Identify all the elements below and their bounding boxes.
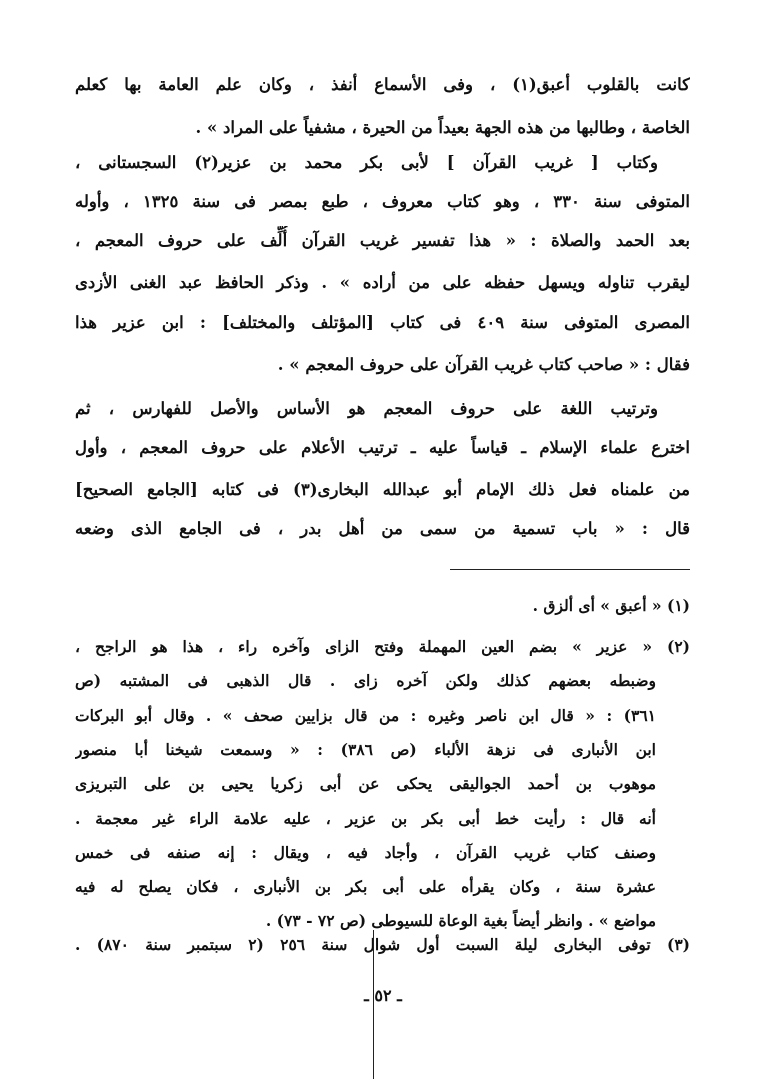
scan-line xyxy=(373,930,374,1079)
footnote-1: (١) « أعبق » أى ألزق . xyxy=(532,596,690,615)
body-line: المتوفى سنة ٣٣٠ ، وهو كتاب معروف ، طبع بمصر فى سنة ١٣٢٥ ، وأوله xyxy=(75,192,690,211)
body-line: كانت بالقلوب أعبق(١) ، وفى الأسماع أنفذ ، وكان علم العامة بها كعلم xyxy=(75,75,690,94)
footnote-2-line: ابن الأنبارى فى نزهة الألباء (ص ٣٨٦) : « وسمعت شيخنا أبا منصور xyxy=(75,740,656,759)
body-line: وترتيب اللغة على حروف المعجم هو الأساس والأصل للفهارس ، ثم xyxy=(75,399,658,418)
body-line: اخترع علماء الإسلام ـ قياساً عليه ـ ترتيب الأعلام على حروف المعجم ، وأول xyxy=(75,438,690,457)
footnote-2-line: أنه قال : رأيت خط أبى بكر بن عزير ، عليه علامة الراء غير معجمة . xyxy=(75,809,656,828)
page-number: ـ ٥٢ ـ xyxy=(364,986,402,1005)
body-line: من علمناه فعل ذلك الإمام أبو عبدالله البخارى(٣) فى كتابه [الجامع الصحيح] xyxy=(75,480,690,499)
footnote-2-line: مواضع » . وانظر أيضاً بغية الوعاة للسيوطى (ص ٧٢ - ٧٣) . xyxy=(265,911,656,930)
body-line: فقال : « صاحب كتاب غريب القرآن على حروف المعجم » . xyxy=(277,355,690,374)
footnote-3: (٣) توفى البخارى ليلة السبت أول شوال سنة ٢٥٦ (٢ سبتمبر سنة ٨٧٠) . xyxy=(75,935,690,954)
body-line: المصرى المتوفى سنة ٤٠٩ فى كتاب [المؤتلف والمختلف] : ابن عزير هذا xyxy=(75,313,690,332)
footnote-2-line: عشرة سنة ، وكان يقرأه على أبى بكر بن الأنبارى ، فكان يصلح له فيه xyxy=(75,877,656,896)
body-line: بعد الحمد والصلاة : « هذا تفسير غريب القرآن أُلِّف على حروف المعجم ، xyxy=(75,231,690,250)
body-line: الخاصة ، وطالبها من هذه الجهة بعيداً من الحيرة ، مشفياً على المراد » . xyxy=(195,118,690,137)
footnote-2-line: وضبطه بعضهم كذلك ولكن آخره زاى . قال الذهبى فى المشتبه (ص xyxy=(75,671,656,690)
footnote-2-line: ٣٦١) : « قال ابن ناصر وغيره : من قال بزايين صحف » . وقال أبو البركات xyxy=(75,706,656,725)
footnote-2-line: موهوب بن أحمد الجواليقى يحكى عن أبى زكريا يحيى بن على التبريزى xyxy=(75,774,656,793)
body-line: وكتاب [ غريب القرآن ] لأبى بكر محمد بن عزير(٢) السجستانى ، xyxy=(75,153,658,172)
body-line: ليقرب تناوله ويسهل حفظه على من أراده » . وذكر الحافظ عبد الغنى الأزدى xyxy=(75,273,690,292)
body-line: قال : « باب تسمية من سمى من أهل بدر ، فى الجامع الذى وضعه xyxy=(75,519,690,538)
footnote-separator xyxy=(450,569,690,570)
footnote-2-line: وصنف كتاب غريب القرآن ، وأجاد فيه ، ويقال : إنه صنفه فى خمس xyxy=(75,843,656,862)
footnote-2-line: (٢) « عزير » بضم العين المهملة وفتح الزاى وآخره راء ، هذا هو الراجح ، xyxy=(75,637,690,656)
